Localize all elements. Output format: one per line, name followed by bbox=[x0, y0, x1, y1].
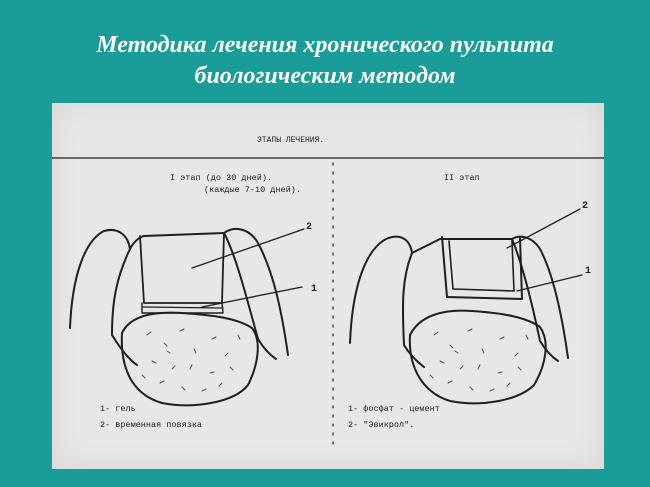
right-tooth-drawing bbox=[350, 209, 582, 403]
bone-texture-marks bbox=[142, 329, 528, 391]
tooth-diagrams bbox=[52, 103, 604, 469]
left-stage-label: I этап (до 30 дней). bbox=[170, 173, 273, 183]
diagram-header: ЭТАПЫ ЛЕЧЕНИЯ. bbox=[257, 136, 325, 145]
left-marker-2: 2 bbox=[306, 222, 313, 233]
right-legend-2: 2- "Эвикрол". bbox=[348, 420, 415, 430]
right-legend-1: 1- фосфат - цемент bbox=[348, 404, 440, 414]
scanned-diagram-sheet bbox=[52, 103, 604, 469]
left-stage-note: (каждые 7-10 дней). bbox=[204, 185, 301, 195]
left-legend-1: 1- гель bbox=[100, 404, 136, 414]
right-stage-label: II этап bbox=[444, 173, 480, 183]
slide-title bbox=[0, 30, 650, 92]
left-tooth-drawing bbox=[70, 229, 304, 405]
right-marker-2: 2 bbox=[582, 201, 589, 212]
left-marker-1: 1 bbox=[311, 284, 318, 295]
right-marker-1: 1 bbox=[585, 266, 592, 277]
slide-title-line-2: биологическим методом bbox=[194, 63, 456, 89]
left-legend-2: 2- временная повязка bbox=[100, 420, 203, 430]
slide-title-line-1: Методика лечения хронического пульпита bbox=[96, 32, 554, 58]
